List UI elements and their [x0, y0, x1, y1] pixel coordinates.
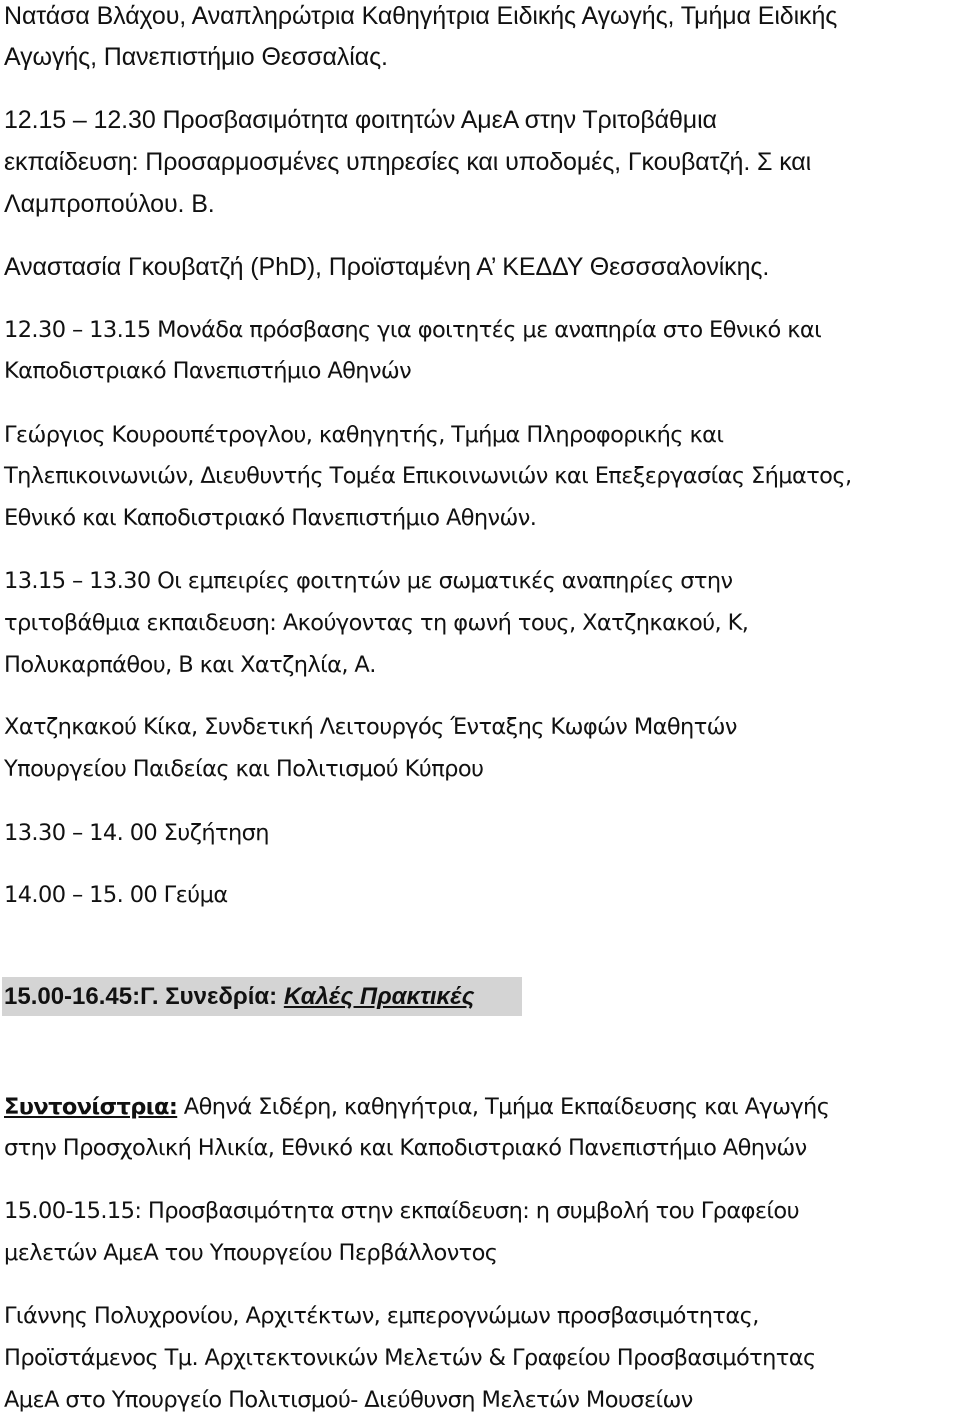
speaker-line: ΑμεΑ στο Υπουργείο Πολιτισμού- Διεύθυνση Μελετών Μουσείων — [4, 1387, 693, 1413]
text-line: τριτοβάθμια εκπαιδευση: Ακούγοντας τη φωνή τους, Χατζηκακού, Κ, — [4, 610, 749, 636]
text-line: Πολυκαρπάθου, Β και Χατζηλία, Α. — [4, 652, 376, 678]
text-line: Υπουργείου Παιδείας και Πολιτισμού Κύπρου — [4, 756, 484, 782]
chair-affiliation: στην Προσχολική Ηλικία, Εθνικό και Καποδιστριακό Πανεπιστήμιο Αθηνών — [4, 1135, 807, 1161]
chair-line — [4, 1096, 829, 1119]
text-line: Εθνικό και Καποδιστριακό Πανεπιστήμιο Αθηνών. — [4, 505, 537, 531]
speaker-line: Γιάννης Πολυχρονίου, Αρχιτέκτων, εμπερογνώμων προσβασιμότητας, — [4, 1303, 759, 1329]
text-line: Τηλεπικοινωνιών, Διευθυντής Τομέα Επικοινωνιών και Επεξεργασίας Σήματος, — [4, 463, 852, 489]
speaker-line: Προϊστάμενος Τμ. Αρχιτεκτονικών Μελετών & Γραφείου Προσβασιμότητας — [4, 1345, 816, 1371]
text-line: Αγωγής, Πανεπιστήμιο Θεσσαλίας. — [4, 43, 388, 71]
text-line: Νατάσα Βλάχου, Αναπληρώτρια Καθηγήτρια Ειδικής Αγωγής, Τμήμα Ειδικής — [4, 2, 838, 30]
schedule-lunch: 14.00 – 15. 00 Γεύμα — [4, 882, 228, 908]
session-title: Καλές Πρακτικές — [283, 983, 475, 1010]
session-time: 15.00-16.45:Γ. Συνεδρία: — [4, 983, 284, 1010]
text-line: 12.15 – 12.30 Προσβασιμότητα φοιτητών ΑμεΑ στην Τριτοβάθμια — [4, 106, 717, 134]
chair-label: Συντονίστρια: — [4, 1094, 178, 1120]
text-line: Λαμπροπούλου. Β. — [4, 190, 215, 218]
talk-title: μελετών ΑμεΑ του Υπουργείου Περβάλλοντος — [4, 1240, 498, 1266]
text-line: Γεώργιος Κουρουπέτρογλου, καθηγητής, Τμήμα Πληροφορικής και — [4, 422, 724, 448]
text-line: 12.30 – 13.15 Μονάδα πρόσβασης για φοιτητές με αναπηρία στο Εθνικό και — [4, 317, 822, 343]
text-line: εκπαίδευση: Προσαρμοσμένες υπηρεσίες και υποδομές, Γκουβατζή. Σ και — [4, 148, 812, 176]
schedule-discussion: 13.30 – 14. 00 Συζήτηση — [4, 820, 269, 846]
text-line: Αναστασία Γκουβατζή (PhD), Προϊσταμένη Α’ ΚΕΔΔΥ Θεσσσαλονίκης. — [4, 253, 770, 281]
session-heading — [2, 977, 522, 1016]
text-line: Χατζηκακού Κίκα, Συνδετική Λειτουργός Ένταξης Κωφών Μαθητών — [4, 714, 737, 740]
chair-name: Αθηνά Σιδέρη, καθηγήτρια, Τμήμα Εκπαίδευσης και Αγωγής — [177, 1094, 830, 1120]
text-line: Καποδιστριακό Πανεπιστήμιο Αθηνών — [4, 358, 412, 384]
text-line: 13.15 – 13.30 Οι εμπειρίες φοιτητών με σωματικές αναπηρίες στην — [4, 568, 733, 594]
talk-title: 15.00-15.15: Προσβασιμότητα στην εκπαίδευση: η συμβολή του Γραφείου — [4, 1198, 799, 1224]
